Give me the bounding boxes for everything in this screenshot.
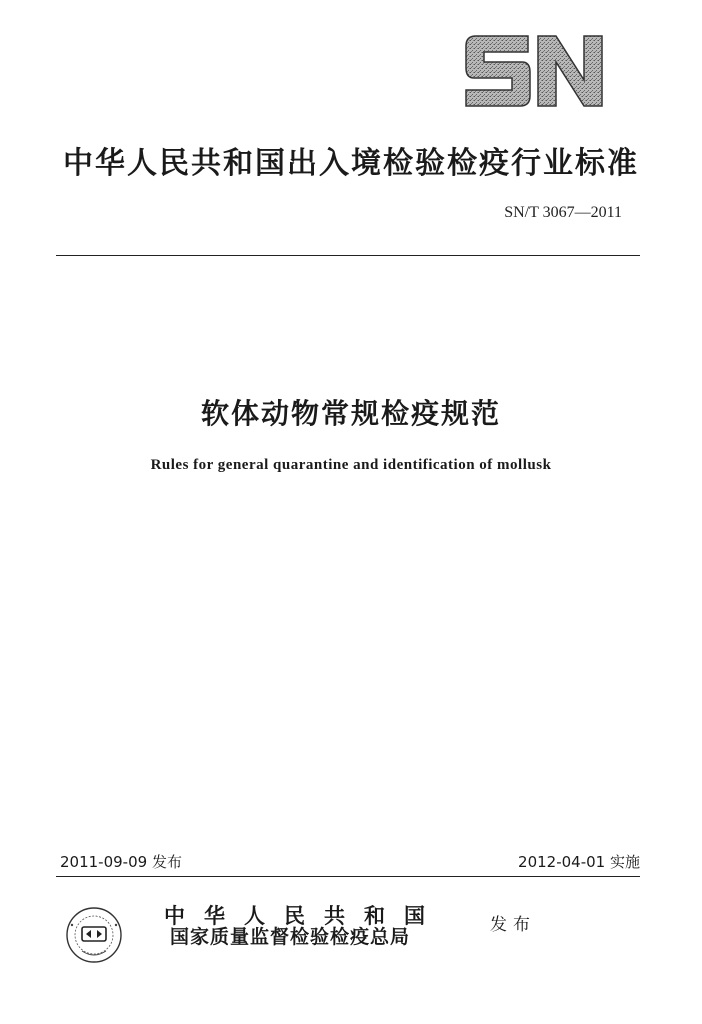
publish-label: 发布 — [490, 915, 536, 935]
implementation-date: 2012-04-01 实施 — [518, 853, 640, 871]
standard-code: SN/T 3067—2011 — [504, 204, 622, 221]
top-divider — [56, 255, 640, 256]
issuer-line-1: 中华人民共和国 — [164, 904, 444, 928]
issue-date: 2011-09-09 发布 — [60, 853, 182, 871]
bottom-divider — [56, 876, 640, 877]
sn-logo — [462, 32, 606, 110]
logo-letter-n — [538, 36, 602, 106]
logo-letter-s — [466, 36, 530, 106]
document-title-english: Rules for general quarantine and identification of mollusk — [150, 457, 552, 473]
official-seal-icon — [60, 905, 130, 967]
issuer-line-2: 国家质量监督检验检疫总局 — [170, 926, 411, 948]
document-title-chinese: 软体动物常规检疫规范 — [200, 397, 501, 430]
standard-series-title: 中华人民共和国出入境检验检疫行业标准 — [63, 146, 639, 181]
